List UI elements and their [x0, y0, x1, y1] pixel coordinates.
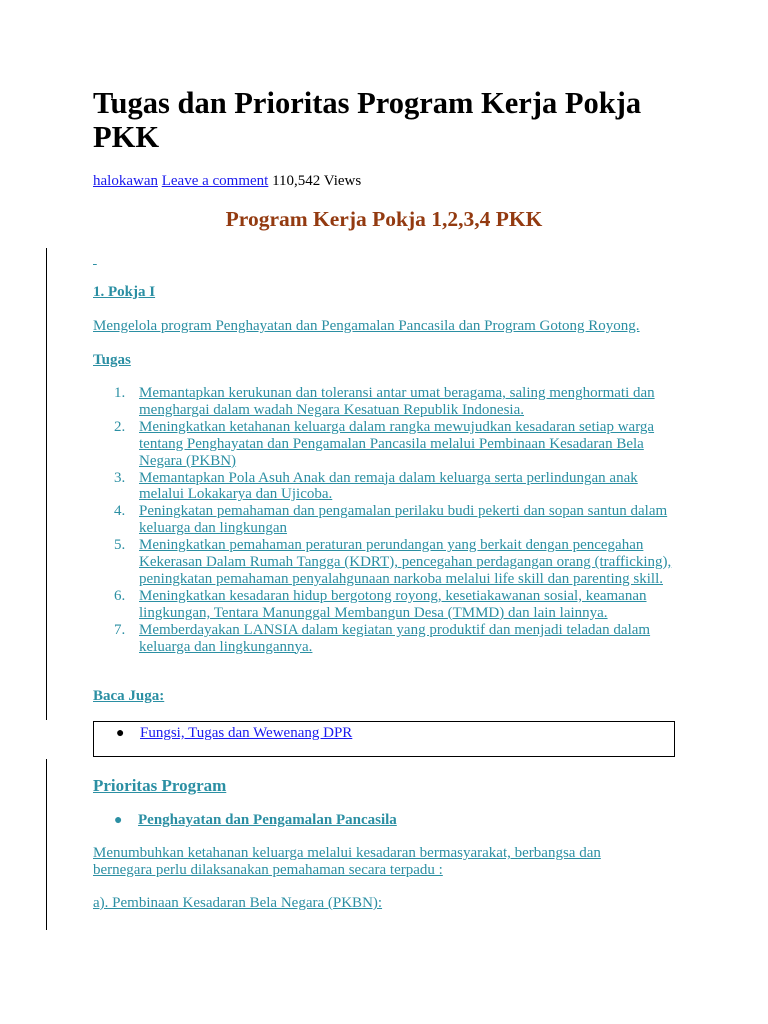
article-meta	[93, 172, 361, 190]
prioritas-list-item: ● Penghayatan dan Pengamalan Pancasila	[114, 812, 397, 828]
baca-juga-label: Baca Juga:	[93, 688, 165, 704]
leave-comment-link[interactable]: Leave a comment	[161, 173, 269, 189]
related-links-box	[93, 721, 675, 757]
prioritas-heading: Prioritas Program	[93, 776, 227, 795]
task-item: 4. Peningkatan pemahaman dan pengamalan perilaku budi pekerti dan sopan santun dalam keluarga dan lingkungan	[114, 503, 668, 537]
task-item: 6. Meningkatkan kesadaran hidup bergotong royong, kesetiakawanan sosial, keamanan lingkungan, Tentara Manunggal Membangun Desa (TMMD) dan lain lainnya.	[114, 587, 647, 621]
task-item: 3. Memantapkan Pola Asuh Anak dan remaja dalam keluarga serta perlindungan anak melalui Lokakarya dan Ujicoba.	[114, 469, 638, 503]
task-item: 2. Meningkatkan ketahanan keluarga dalam rangka mewujudkan kesadaran setiap warga tentang Penghayatan dan Pengamalan Pancasila melalui Pembinaan Kesadaran Bela Negara (PKBN)	[114, 418, 655, 469]
article-title: Tugas dan Prioritas Program Kerja Pokja PKK	[93, 86, 642, 154]
prioritas-description: Menumbuhkan ketahanan keluarga melalui kesadaran bermasyarakat, berbangsa dan bernegara perlu dilaksanakan pemahaman secara terpadu :	[93, 845, 601, 878]
related-article-link[interactable]: Fungsi, Tugas dan Wewenang DPR	[140, 725, 353, 741]
author-link[interactable]: halokawan	[93, 173, 158, 189]
view-count: 110,542 Views	[272, 173, 362, 189]
sub-item-a: a). Pembinaan Kesadaran Bela Negara (PKBN):	[93, 895, 383, 911]
task-list	[114, 385, 679, 656]
pokja-heading: 1. Pokja I	[93, 284, 156, 300]
task-item: 7. Memberdayakan LANSIA dalam kegiatan yang produktif dan menjadi teladan dalam keluarga dan lingkungannya.	[114, 621, 651, 655]
pokja-description: Mengelola program Penghayatan dan Pengamalan Pancasila dan Program Gotong Royong.	[93, 318, 640, 334]
tugas-label: Tugas	[93, 352, 131, 368]
bullet-icon: ●	[116, 726, 125, 741]
margin-change-bar	[46, 759, 47, 930]
section-subtitle: Program Kerja Pokja 1,2,3,4 PKK	[225, 207, 543, 231]
task-item: 5. Meningkatkan pemahaman peraturan perundangan yang berkait dengan pencegahan Kekerasan Dalam Rumah Tangga (KDRT), pencegahan perdagangan orang (trafficking), peningkatan pemahaman penyalahgunaan narkoba melalui life skill dan parenting skill.	[114, 537, 672, 587]
empty-anchor-link[interactable]	[93, 251, 97, 267]
margin-change-bar	[46, 248, 47, 720]
bullet-icon: ●	[114, 813, 123, 828]
task-item: 1. Memantapkan kerukunan dan toleransi antar umat beragama, saling menghormati dan menghargai dalam wadah Negara Kesatuan Republik Indonesia.	[114, 385, 655, 418]
